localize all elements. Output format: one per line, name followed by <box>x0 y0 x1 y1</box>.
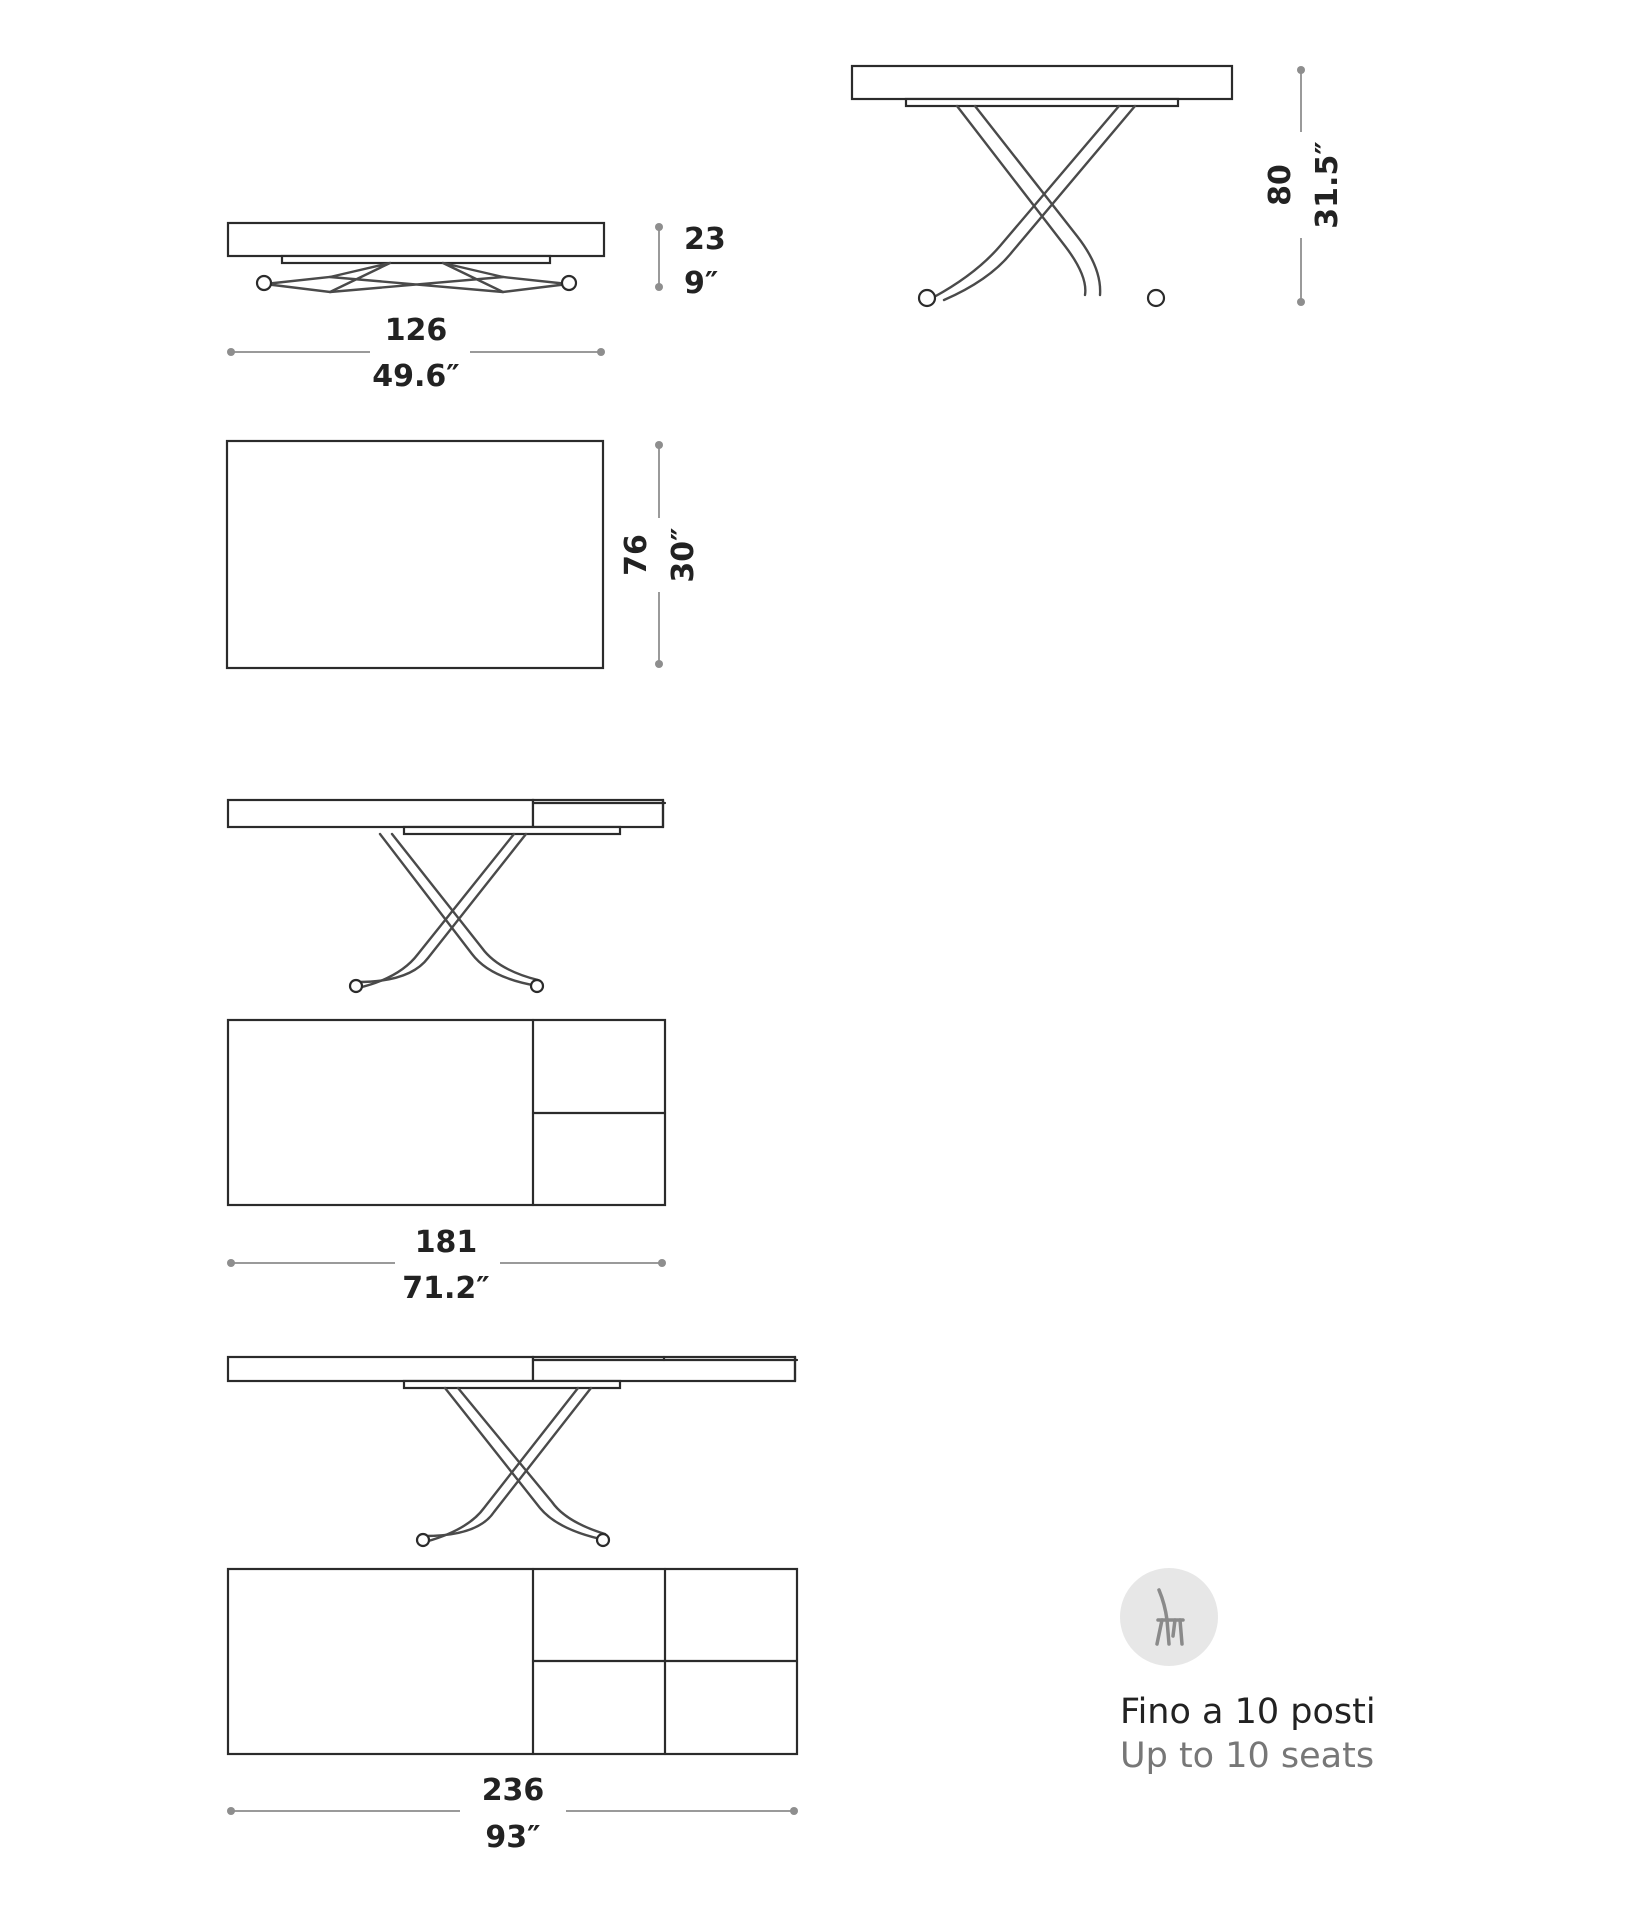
height-in-label: 9″ <box>684 266 719 301</box>
extended-two-side-view <box>228 1357 797 1546</box>
extended-two-top-view <box>228 1569 797 1754</box>
height-23-dimension <box>655 222 726 301</box>
width-in-label: 93″ <box>485 1820 541 1855</box>
depth-in-label: 30″ <box>666 527 701 583</box>
height-cm-label: 23 <box>684 222 726 257</box>
closed-top-view <box>227 441 603 668</box>
extended-one-top-view <box>228 1020 665 1205</box>
width-cm-label: 126 <box>384 313 448 348</box>
width-in-label: 71.2″ <box>402 1271 490 1306</box>
depth-76-dimension <box>619 441 701 668</box>
seats-label-italian: Fino a 10 posti <box>1120 1692 1376 1732</box>
height-in-label: 31.5″ <box>1310 141 1345 229</box>
seating-capacity <box>1120 1568 1480 1778</box>
width-126-dimension <box>227 313 605 394</box>
closed-high-side-view <box>852 66 1232 306</box>
depth-cm-label: 76 <box>619 534 654 576</box>
width-236-dimension <box>227 1773 798 1855</box>
closed-low-side-view <box>228 223 604 292</box>
width-181-dimension <box>227 1225 666 1306</box>
width-cm-label: 236 <box>481 1773 545 1808</box>
width-cm-label: 181 <box>414 1225 478 1260</box>
width-in-label: 49.6″ <box>372 359 460 394</box>
seats-label-english: Up to 10 seats <box>1120 1736 1375 1776</box>
chair-icon-badge <box>1120 1568 1218 1666</box>
chair-icon <box>1142 1586 1196 1648</box>
extended-one-side-view <box>228 800 665 992</box>
height-80-dimension <box>1263 66 1345 306</box>
height-cm-label: 80 <box>1263 164 1298 206</box>
